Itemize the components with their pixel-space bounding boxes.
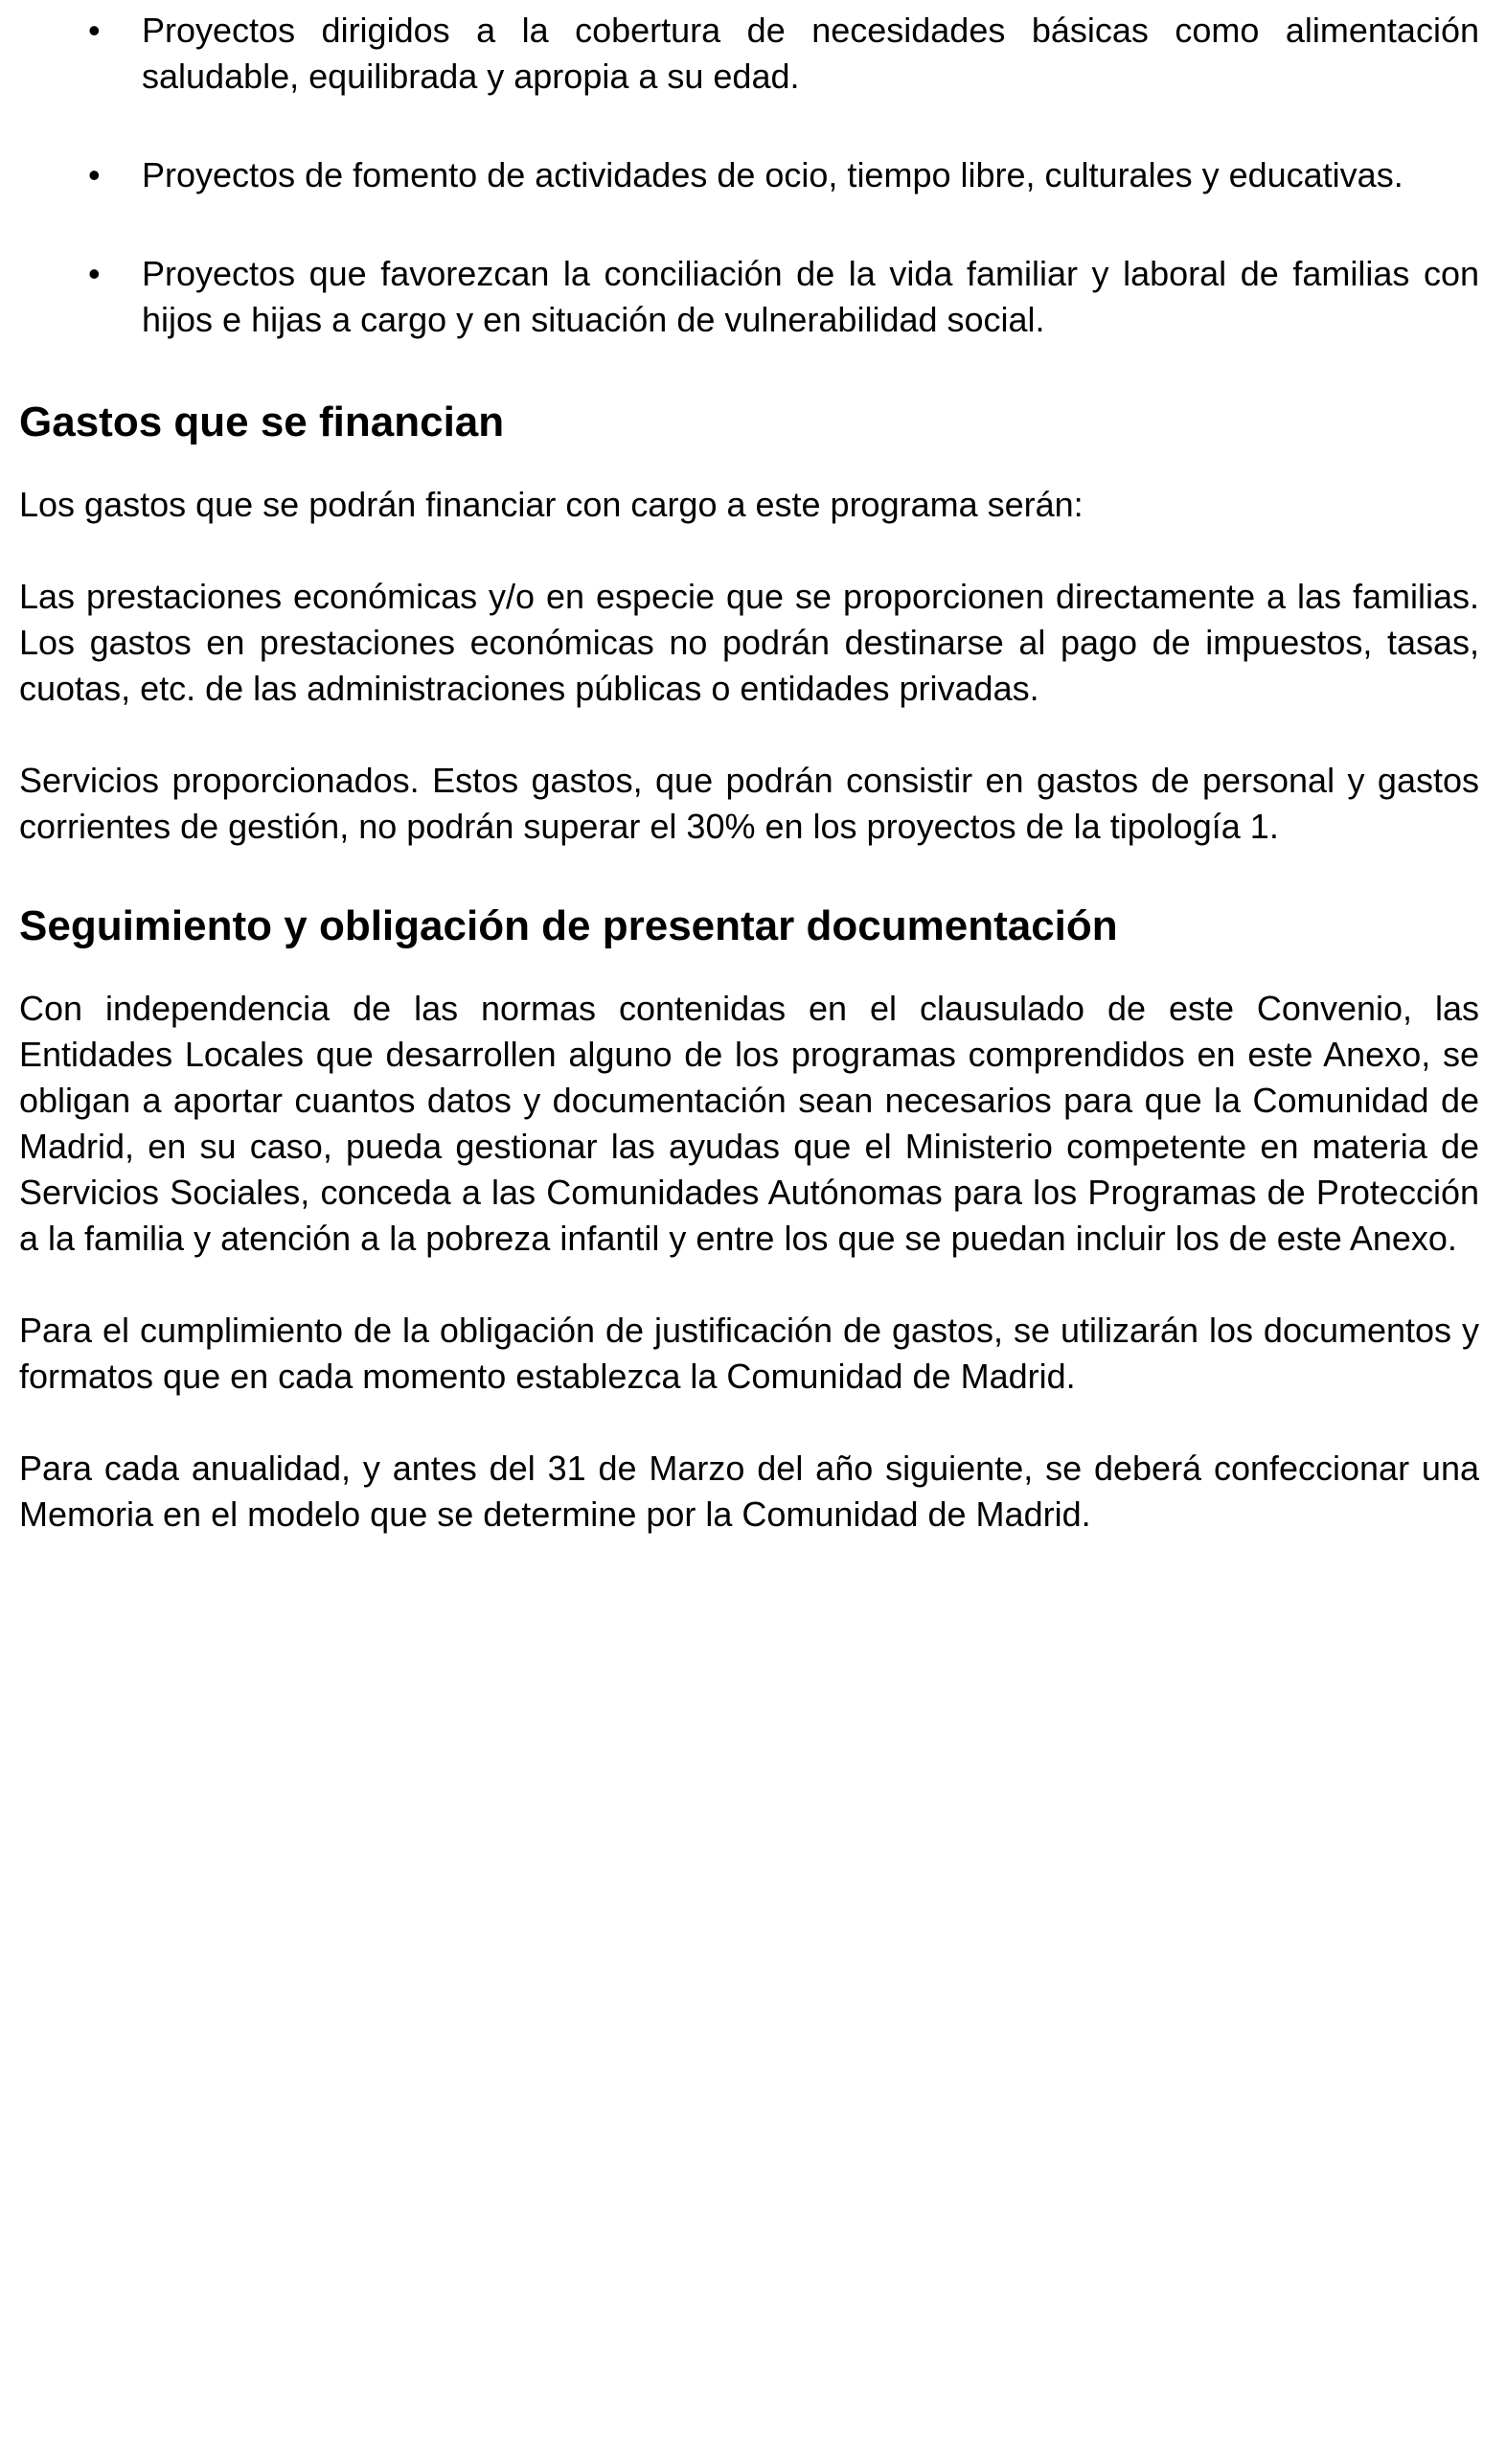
bullet-text: Proyectos de fomento de actividades de ocio, tiempo libre, culturales y educativas. — [142, 155, 1403, 194]
bullet-icon: • — [88, 254, 101, 293]
section-heading-seguimiento-y-obligacion: Seguimiento y obligación de presentar documentación — [19, 902, 1118, 949]
list-item — [19, 152, 1479, 198]
paragraph: Para cada anualidad, y antes del 31 de Marzo del año siguiente, se deberá confeccionar una Memoria en el modelo que se determine por la Comunidad de Madrid. — [19, 1449, 1479, 1534]
paragraph: Los gastos que se podrán financiar con cargo a este programa serán: — [19, 485, 1084, 524]
bullet-text: Proyectos que favorezcan la conciliación de la vida familiar y laboral de familias con hijos e hijas a cargo y en situación de vulnerabilidad social. — [142, 254, 1479, 339]
bullet-text: Proyectos dirigidos a la cobertura de necesidades básicas como alimentación saludable, equilibrada y apropia a su edad. — [142, 11, 1479, 96]
bullet-icon: • — [88, 155, 101, 194]
list-item — [19, 8, 1479, 100]
bullet-list — [19, 8, 1479, 343]
paragraph: Las prestaciones económicas y/o en especie que se proporcionen directamente a las familias. Los gastos en prestaciones económicas no podrán destinarse al pago de impuestos, tasas, cuotas, etc. de las administraciones públicas o entidades privadas. — [19, 577, 1479, 708]
section-heading-gastos-que-se-financian: Gastos que se financian — [19, 399, 505, 445]
paragraph: Con independencia de las normas contenidas en el clausulado de este Convenio, las Entidades Locales que desarrollen alguno de los programas comprendidos en este Anexo, se obligan a aportar cuantos datos y documentación sean necesarios para que la Comunidad de Madrid, en su caso, pueda gestionar las ayudas que el Ministerio competente en materia de Servicios Sociales, conceda a las Comunidades Autónomas para los Programas de Protección a la familia y atención a la pobreza infantil y entre los que se puedan incluir los de este Anexo. — [19, 989, 1479, 1258]
list-item — [19, 251, 1479, 343]
bullet-icon: • — [88, 11, 101, 50]
paragraph: Para el cumplimiento de la obligación de justificación de gastos, se utilizarán los documentos y formatos que en cada momento establezca la Comunidad de Madrid. — [19, 1311, 1479, 1396]
paragraph: Servicios proporcionados. Estos gastos, que podrán consistir en gastos de personal y gastos corrientes de gestión, no podrán superar el 30% en los proyectos de la tipología 1. — [19, 761, 1479, 846]
